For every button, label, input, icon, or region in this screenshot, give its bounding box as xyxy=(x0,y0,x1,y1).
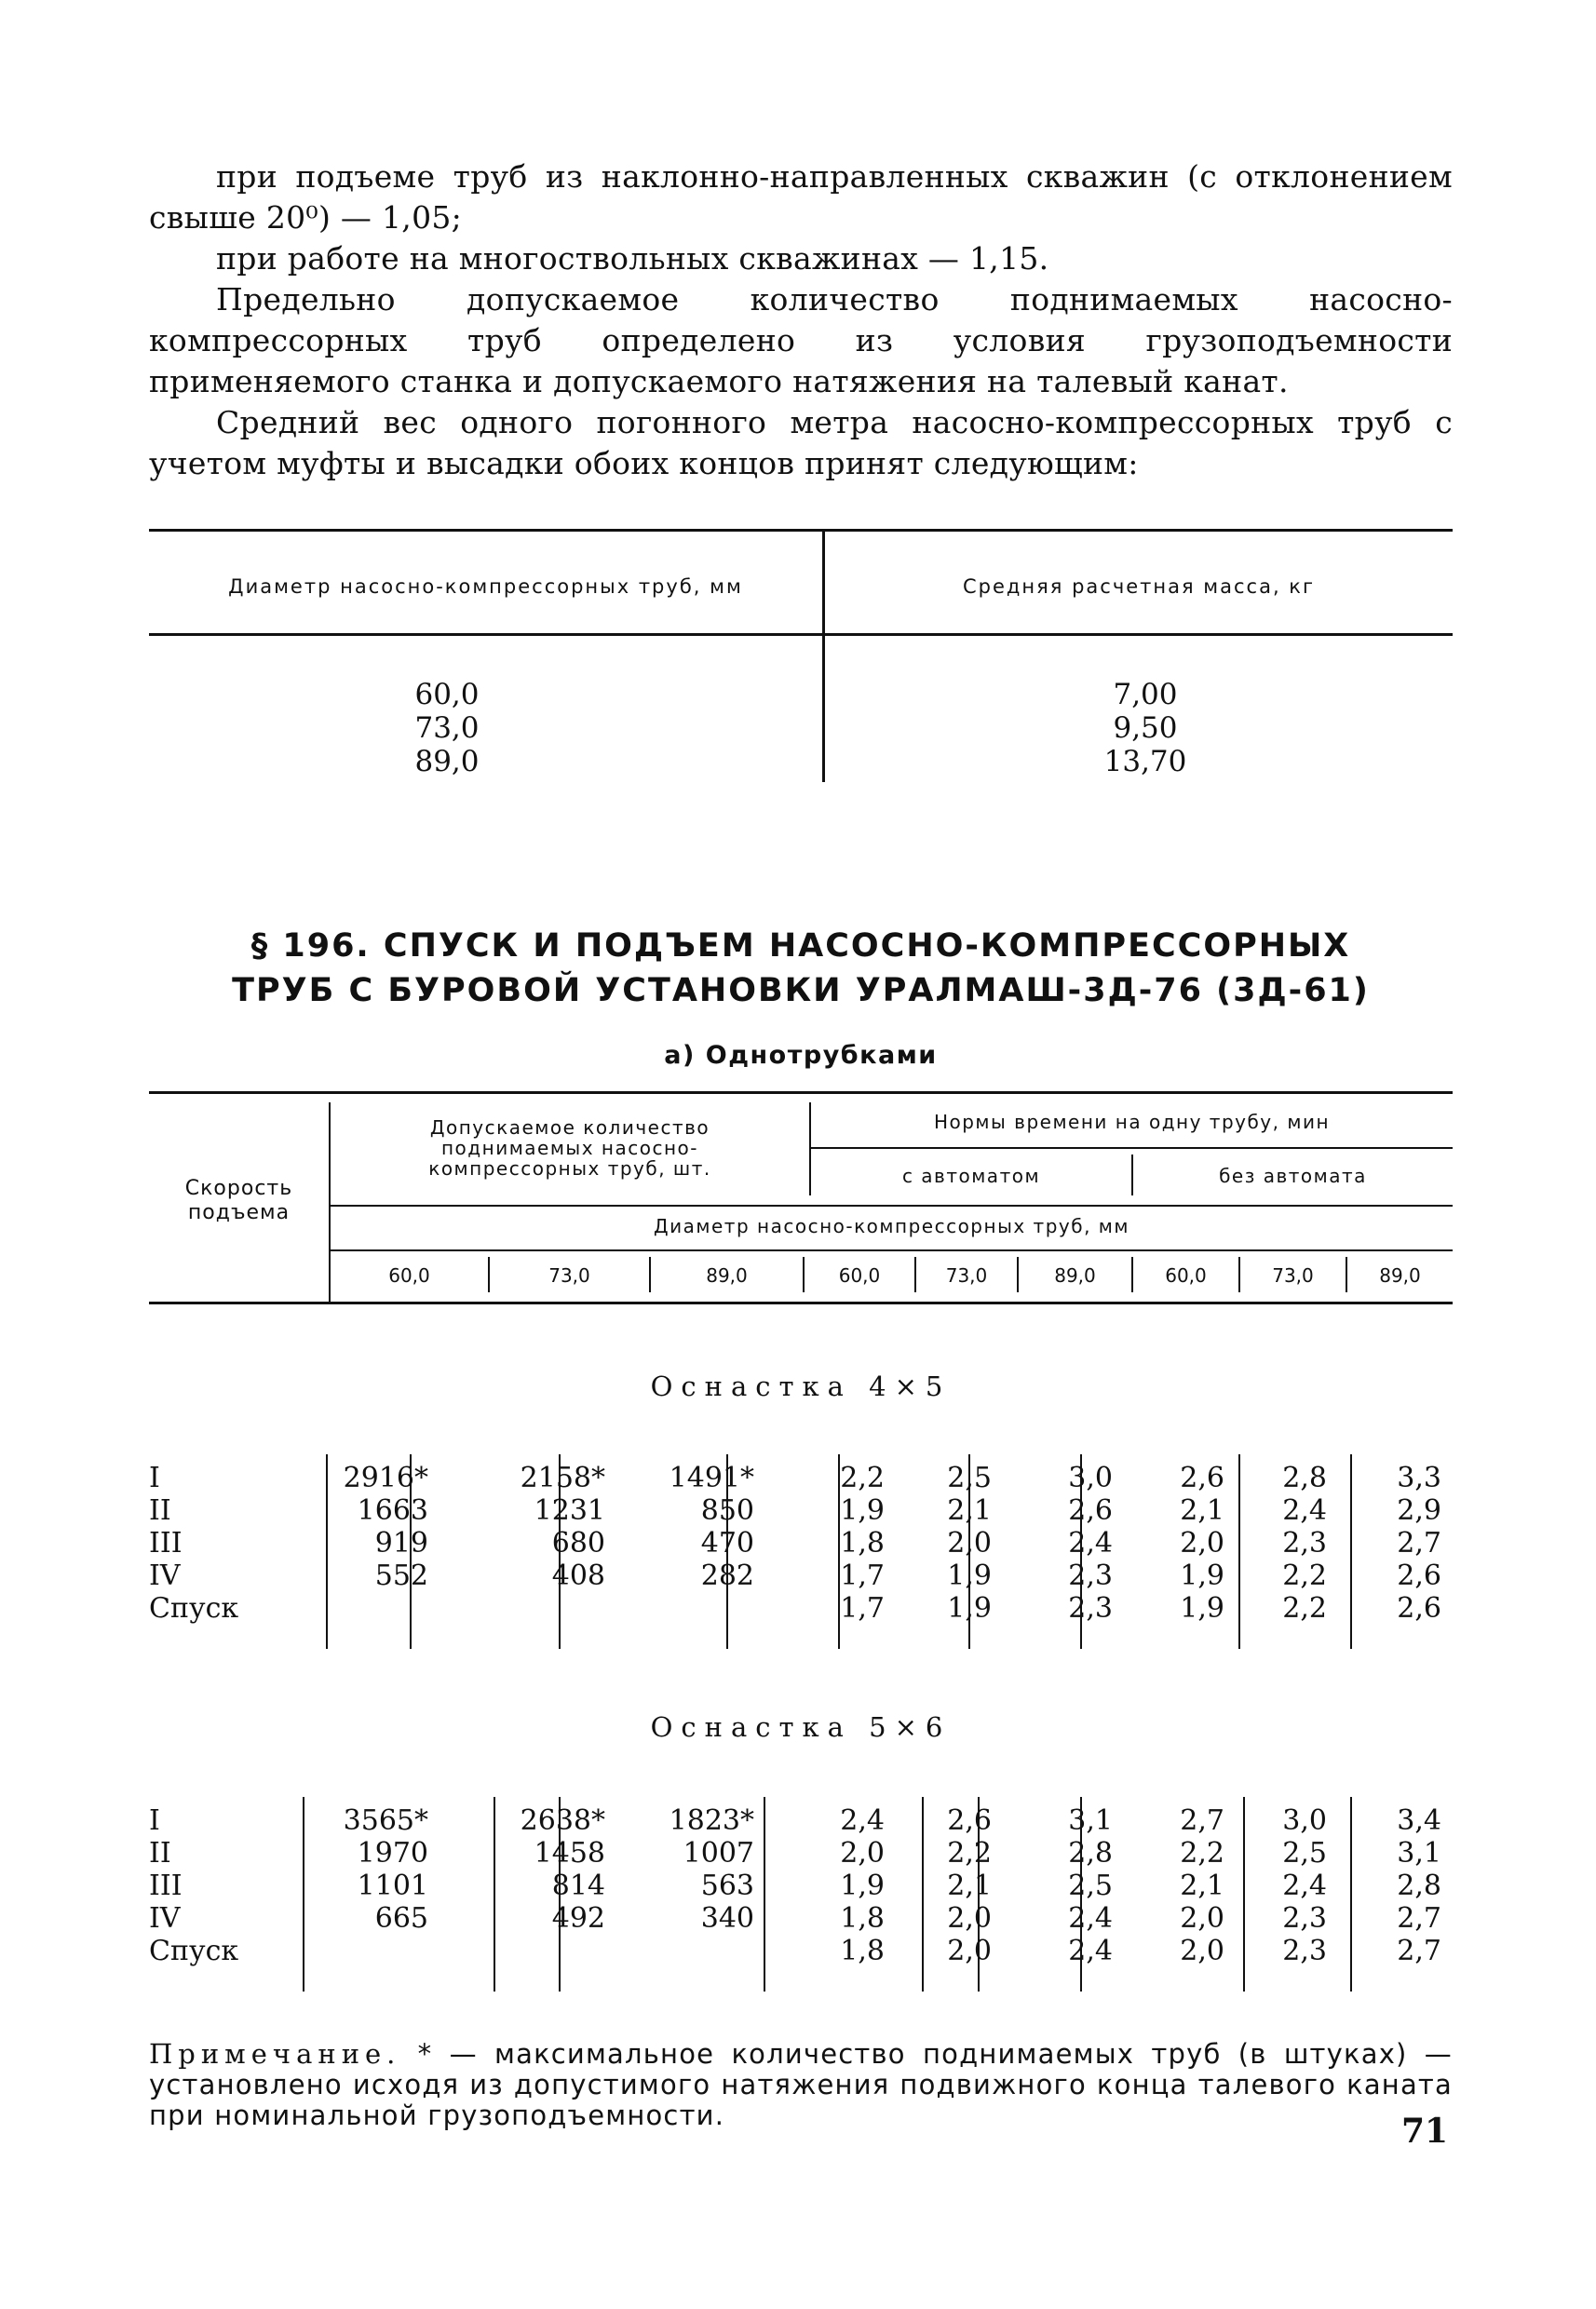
weight-mass-column xyxy=(1071,678,1220,778)
row-label: IV xyxy=(149,1560,181,1592)
table-cell: 2,6 xyxy=(947,1804,992,1837)
table-cell: 2,4 xyxy=(1068,1935,1113,1967)
table-cell: 2,8 xyxy=(1282,1462,1327,1494)
header-allowed-line: поднимаемых насосно- xyxy=(440,1137,699,1159)
table-cell: 3,3 xyxy=(1397,1462,1441,1494)
table-cell: 665 xyxy=(374,1902,428,1935)
table-cell: 492 xyxy=(551,1902,605,1935)
table-cell: 408 xyxy=(551,1560,605,1592)
weight-mass-cell: 9,50 xyxy=(1113,711,1178,745)
column-separator xyxy=(303,1797,304,1992)
table-cell: 2,0 xyxy=(1180,1527,1224,1560)
diam-value: 73,0 xyxy=(548,1264,590,1287)
header-pipe-diameter: Диаметр насосно-компрессорных труб, мм xyxy=(654,1215,1129,1237)
table-cell: 1,9 xyxy=(947,1560,992,1592)
intro-text xyxy=(149,156,1453,484)
table-cell: 1007 xyxy=(683,1837,754,1870)
diam-value: 89,0 xyxy=(706,1264,748,1287)
intro-paragraph-1: при подъеме труб из наклонно-направленных скважин (с отклонением свыше 20⁰) — 1,05; xyxy=(149,158,1453,236)
diameter-header-rule xyxy=(329,1205,1453,1207)
weight-diameter-column xyxy=(372,678,521,778)
footnote-text: * — максимальное количество поднимаемых труб (в штуках) — установлено исходя из допустимого натяжения подвижного конца талевого каната при номинальной грузоподъемности. xyxy=(149,2038,1454,2131)
row-label: II xyxy=(149,1837,171,1870)
header-allowed-line: компрессорных труб, шт. xyxy=(428,1157,711,1180)
table-cell: 2,4 xyxy=(1282,1494,1327,1527)
table-cell: 2,1 xyxy=(1180,1870,1224,1902)
weight-mass-cell: 7,00 xyxy=(1113,678,1178,711)
column-separator xyxy=(494,1797,495,1992)
table-cell: 2,3 xyxy=(1068,1560,1113,1592)
table-cell: 3,0 xyxy=(1068,1462,1113,1494)
section-heading-line-1: § 196. СПУСК И ПОДЪЕМ НАСОСНО-КОМПРЕССОРНЫХ xyxy=(250,927,1351,965)
row-label: III xyxy=(149,1527,183,1560)
table-cell: 2,7 xyxy=(1180,1804,1224,1837)
diam-value: 73,0 xyxy=(1272,1264,1314,1287)
footnote xyxy=(149,2039,1453,2131)
norms-subheader-rule xyxy=(809,1147,1453,1149)
table-cell: 919 xyxy=(374,1527,428,1560)
header-without-auto: без автомата xyxy=(1219,1165,1367,1187)
table-cell: 2,3 xyxy=(1282,1902,1327,1935)
time-norms-table xyxy=(149,1091,1453,2022)
diam-value: 60,0 xyxy=(388,1264,430,1287)
table-cell: 2,0 xyxy=(947,1902,992,1935)
weight-diameter-cell: 89,0 xyxy=(414,745,480,778)
table-cell: 2,2 xyxy=(947,1837,992,1870)
table-cell: 3,1 xyxy=(1068,1804,1113,1837)
row-label: III xyxy=(149,1870,183,1902)
table-cell: 2,2 xyxy=(840,1462,885,1494)
weight-header-mass: Средняя расчетная масса, кг xyxy=(962,575,1316,598)
row-label: I xyxy=(149,1804,160,1837)
header-with-auto: с автоматом xyxy=(901,1165,1041,1187)
table-cell: 2,3 xyxy=(1282,1527,1327,1560)
table-cell: 1,8 xyxy=(840,1935,885,1967)
weight-diameter-cell: 73,0 xyxy=(414,711,480,745)
table-cell: 2,6 xyxy=(1397,1592,1441,1625)
table-cell: 2,7 xyxy=(1397,1935,1441,1967)
table-cell: 470 xyxy=(700,1527,754,1560)
table-cell: 1,9 xyxy=(1180,1592,1224,1625)
table-cell: 1663 xyxy=(357,1494,428,1527)
table-cell: 2,3 xyxy=(1282,1935,1327,1967)
table-cell: 2,0 xyxy=(947,1935,992,1967)
column-separator xyxy=(764,1797,765,1992)
diam-value: 73,0 xyxy=(945,1264,988,1287)
table-cell: 2,5 xyxy=(947,1462,992,1494)
table-cell: 2,0 xyxy=(947,1527,992,1560)
page-number: 71 xyxy=(1401,2112,1449,2151)
table-cell: 1,9 xyxy=(1180,1560,1224,1592)
row-label: Спуск xyxy=(149,1592,239,1625)
intro-paragraph-2: при работе на многоствольных скважинах — 1,15. xyxy=(216,240,1049,277)
row-label: I xyxy=(149,1462,160,1494)
rig-title: Оснастка 5×6 xyxy=(650,1711,952,1743)
header-speed-line: подъема xyxy=(187,1201,291,1224)
diam-value: 89,0 xyxy=(1054,1264,1096,1287)
table-cell: 2638* xyxy=(520,1804,605,1837)
footnote-lead: Примечание. xyxy=(149,2038,401,2070)
table-cell: 1,9 xyxy=(840,1494,885,1527)
table-top-rule xyxy=(149,1091,1453,1094)
header-allowed-count xyxy=(331,1117,809,1179)
table-cell: 2,2 xyxy=(1180,1837,1224,1870)
table-cell: 2,6 xyxy=(1397,1560,1441,1592)
header-speed-line: Скорость xyxy=(184,1177,293,1200)
table-cell: 1,9 xyxy=(840,1870,885,1902)
table-cell: 2,1 xyxy=(947,1494,992,1527)
table-header-rule xyxy=(149,633,1453,636)
diam-value: 60,0 xyxy=(838,1264,881,1287)
diameter-values-rule xyxy=(329,1249,1453,1251)
weight-diameter-cell: 60,0 xyxy=(414,678,480,711)
header-allowed-line: Допускаемое количество xyxy=(429,1116,710,1139)
table-cell: 2,1 xyxy=(947,1870,992,1902)
table-cell: 3,0 xyxy=(1282,1804,1327,1837)
table-cell: 2,4 xyxy=(1068,1902,1113,1935)
table-cell: 2,1 xyxy=(1180,1494,1224,1527)
table-cell: 3,1 xyxy=(1397,1837,1441,1870)
table-cell: 2,9 xyxy=(1397,1494,1441,1527)
table-cell: 2,2 xyxy=(1282,1592,1327,1625)
table-cell: 340 xyxy=(700,1902,754,1935)
weight-mass-cell: 13,70 xyxy=(1103,745,1187,778)
table-cell: 2,5 xyxy=(1068,1870,1113,1902)
column-divider xyxy=(822,529,825,782)
table-cell: 3565* xyxy=(343,1804,428,1837)
header-speed xyxy=(149,1177,329,1225)
table-cell: 1,7 xyxy=(840,1560,885,1592)
table-cell: 2,0 xyxy=(1180,1902,1224,1935)
table-cell: 2,4 xyxy=(1068,1527,1113,1560)
table-cell: 563 xyxy=(700,1870,754,1902)
diam-value: 89,0 xyxy=(1379,1264,1421,1287)
table-cell: 282 xyxy=(700,1560,754,1592)
table-cell: 1,8 xyxy=(840,1902,885,1935)
rig-title: Оснастка 4×5 xyxy=(650,1371,952,1402)
table-cell: 2,2 xyxy=(1282,1560,1327,1592)
table-cell: 1,9 xyxy=(947,1592,992,1625)
table-cell: 2,4 xyxy=(840,1804,885,1837)
table-cell: 1,8 xyxy=(840,1527,885,1560)
table-cell: 1458 xyxy=(534,1837,605,1870)
table-cell: 1101 xyxy=(357,1870,428,1902)
table-cell: 2,0 xyxy=(840,1837,885,1870)
table-cell: 1823* xyxy=(669,1804,754,1837)
section-subtitle: а) Однотрубками xyxy=(664,1041,938,1070)
table-cell: 552 xyxy=(374,1560,428,1592)
table-cell: 2,4 xyxy=(1282,1870,1327,1902)
table-cell: 2,5 xyxy=(1282,1837,1327,1870)
table-cell: 2,3 xyxy=(1068,1592,1113,1625)
row-label: II xyxy=(149,1494,171,1527)
row-label: IV xyxy=(149,1902,181,1935)
table-cell: 2,0 xyxy=(1180,1935,1224,1967)
table-cell: 2,8 xyxy=(1068,1837,1113,1870)
table-cell: 2158* xyxy=(520,1462,605,1494)
table-cell: 814 xyxy=(551,1870,605,1902)
section-heading-line-2: ТРУБ С БУРОВОЙ УСТАНОВКИ УРАЛМАШ-3Д-76 (3Д-61) xyxy=(232,972,1370,1009)
table-cell: 850 xyxy=(700,1494,754,1527)
weight-header-diameter: Диаметр насосно-компрессорных труб, мм xyxy=(228,575,743,598)
table-header-bottom-rule xyxy=(149,1302,1453,1304)
table-cell: 1231 xyxy=(534,1494,605,1527)
table-cell: 2,6 xyxy=(1180,1462,1224,1494)
table-cell: 2,8 xyxy=(1397,1870,1441,1902)
table-cell: 680 xyxy=(551,1527,605,1560)
table-cell: 1,7 xyxy=(840,1592,885,1625)
header-time-norms: Нормы времени на одну трубу, мин xyxy=(933,1111,1331,1133)
table-cell: 2,7 xyxy=(1397,1527,1441,1560)
row-label: Спуск xyxy=(149,1935,239,1967)
table-cell: 1491* xyxy=(669,1462,754,1494)
table-cell: 2916* xyxy=(343,1462,428,1494)
diam-value: 60,0 xyxy=(1165,1264,1207,1287)
table-top-rule xyxy=(149,529,1453,532)
table-cell: 2,6 xyxy=(1068,1494,1113,1527)
table-cell: 2,7 xyxy=(1397,1902,1441,1935)
intro-paragraph-4: Средний вес одного погонного метра насосно-компрессорных труб с учетом муфты и высадки обоих концов принят следующим: xyxy=(149,404,1453,481)
table-cell: 1970 xyxy=(357,1837,428,1870)
table-cell: 3,4 xyxy=(1397,1804,1441,1837)
intro-paragraph-3: Предельно допускаемое количество поднимаемых насосно-компрессорных труб определено из условия грузоподъемности применяемого станка и допускаемого натяжения на талевый канат. xyxy=(149,281,1453,399)
